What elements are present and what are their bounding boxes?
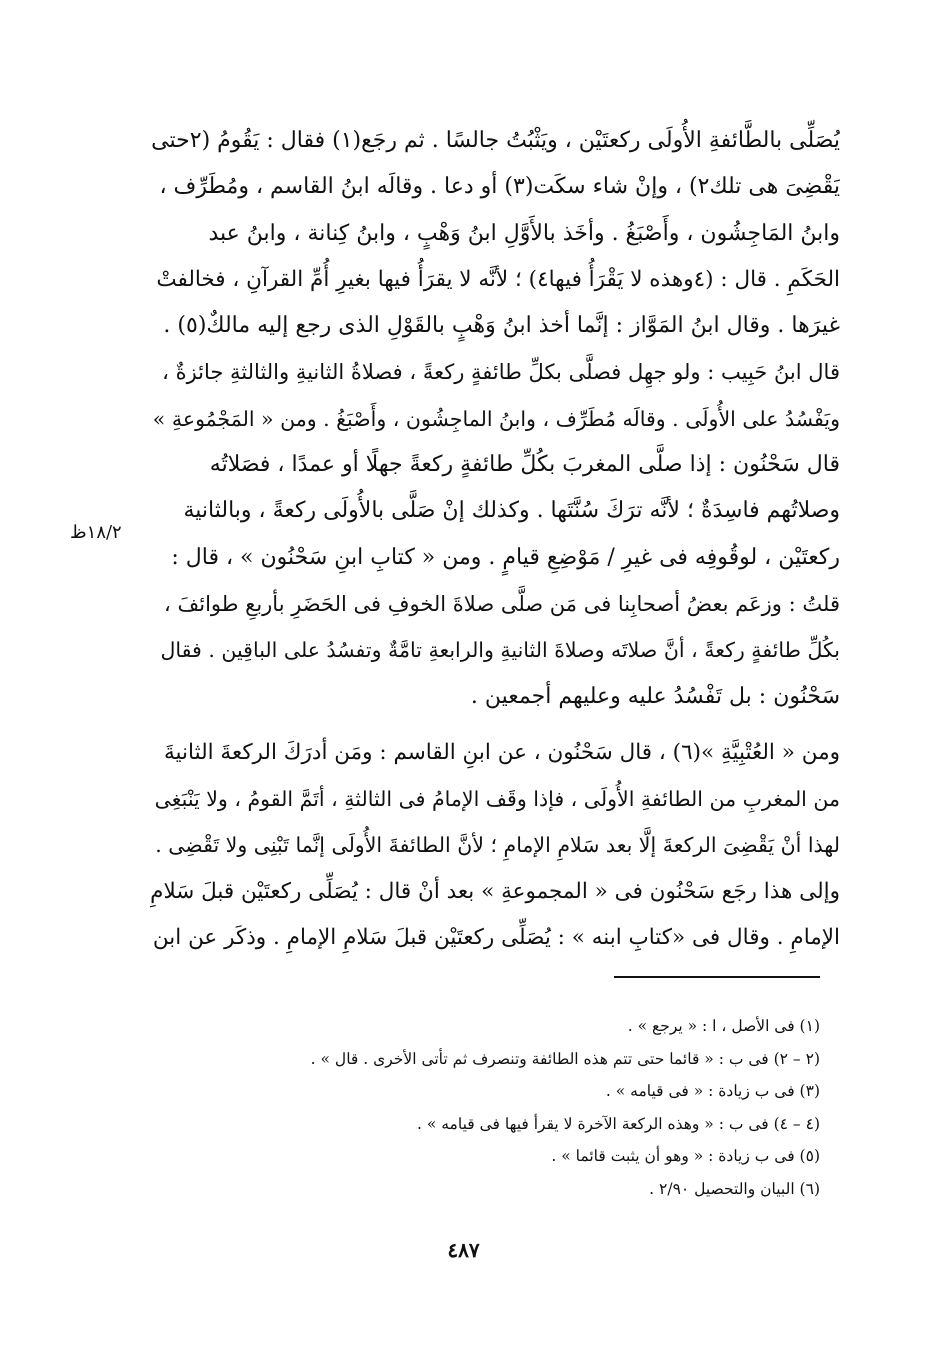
text-line: الحَكَمِ . قال : (٤وهذه لا يَقْرَأُ فيها٤) ؛ لأنَّه لا يقرَأُ فيها بغيرِ أُمِّ القرآنِ ، فخالفتْ	[156, 266, 840, 292]
footnote: (٤ – ٤) فى ب : « وهذه الركعة الآخرة لا يقرأ فيها فى قيامه » .	[416, 1114, 820, 1133]
manuscript-folio-marker: ١٨/٢ظ	[70, 522, 122, 543]
text-line: ومن « العُتْبِيَّةِ »(٦) ، قال سَحْنُون ، عن ابنِ القاسم : ومَن أدرَكَ الركعةَ الثانيةَ	[164, 739, 840, 765]
text-line: قلتُ : وزعَم بعضُ أصحابِنا فى مَن صلَّى صلاةَ الخوفِ فى الحَضَرِ بأربعِ طوائفَ ،	[164, 591, 840, 616]
text-line: يُصَلِّى بالطَّائفةِ الأُولَى ركعتَيْن ، ويَثْبُتُ جالسًا . ثم رجَع(١) فقال : يَقُومُ (٢حتى	[151, 128, 840, 153]
text-line: يَقْضِىَ هى تلك٢) ، وإنْ شاء سكَت(٣) أو دعا . وقالَه ابنُ القاسم ، ومُطَرِّف ،	[159, 174, 840, 200]
text-line: قال سَحْنُون : إذا صلَّى المغربَ بكُلِّ طائفةٍ ركعةً جهلًا أو عمدًا ، فصَلاتُه	[209, 452, 840, 478]
footnotes	[200, 1010, 820, 1205]
paragraph-1	[150, 118, 840, 720]
text-line: قال ابنُ حَبِيب : ولو جهِل فصلَّى بكلِّ طائفةٍ ركعةً ، فصلاةُ الثانيةِ والثالثةِ جائزةٌ ،	[162, 360, 840, 385]
text-line: ركعتَيْن ، لوقُوفِه فى غيرِ / مَوْضِعِ قيامٍ . ومن « كتابِ ابنِ سَحْنُون » ، قال :	[171, 544, 840, 570]
text-line: غيرَها . وقال ابنُ المَوَّاز : إنَّما أخذ ابنُ وَهْبٍ بالقَوْلِ الذى رجع إليه مالكٌ(٥) .	[163, 313, 840, 339]
text-line: وصلاتُهم فاسِدَةٌ ؛ لأنَّه ترَكَ سُنَّتَها . وكذلك إنْ صَلَّى بالأُولَى ركعةً ، وبالثانية	[183, 498, 840, 524]
footnote: (٦) البيان والتحصيل ٢/٩٠ .	[649, 1179, 820, 1198]
text-line: وإلى هذا رجَع سَحْنُون فى « المجموعةِ » بعد أنْ قال : يُصَلِّى ركعتَيْن قبلَ سَلامِ	[150, 878, 840, 904]
text-line: من المغربِ من الطائفةِ الأُولَى ، فإذا وقَف الإمامُ فى الثالثةِ ، أتَمَّ القومُ ، ولا يَنْبَغِى	[154, 787, 840, 812]
text-line: ويَفْسُدُ على الأُولَى . وقالَه مُطَرِّف ، وابنُ الماجِشُون ، وأَصْبَغُ . ومن « المَجْمُوعةِ »	[152, 406, 840, 431]
footnote: (٣) فى ب زيادة : « فى قيامه » .	[605, 1082, 820, 1100]
footnote: (١) فى الأصل ، ا : « يرجع » .	[627, 1017, 820, 1035]
footnote-divider	[614, 976, 820, 978]
paragraph-2	[150, 730, 840, 961]
footnote: (٥) فى ب زيادة : « وهو أن يثبت قائما » .	[551, 1147, 820, 1165]
main-text	[150, 118, 840, 961]
text-line: لهذا أنْ يَقْضِىَ الركعةَ إلَّا بعد سَلامِ الإمامِ ؛ لأنَّ الطائفةَ الأُولَى إنَّما تَبْنِى ولا تَقْضِى .	[155, 833, 840, 858]
page-number: ٤٨٧	[447, 1238, 480, 1262]
text-line: بكُلِّ طائفةٍ ركعةً ، أنَّ صلاتَه وصلاةَ الثانيةِ والرابعةِ تامَّةٌ وتفسُدُ على الباقِين . فقال	[160, 638, 840, 663]
text-line: سَحْنُون : بل تَفْسُدُ عليه وعليهم أجمعين .	[470, 683, 840, 709]
text-line: وابنُ المَاجِشُون ، وأَصْبَغُ . وأخَذ بالأَوَّلِ ابنُ وَهْبٍ ، وابنُ كِنانة ، وابنُ عبد	[208, 220, 840, 246]
text-line: الإمامِ . وقال فى «كتابِ ابنه » : يُصَلِّى ركعتَيْن قبلَ سَلامِ الإمامِ . وذكَر عن ابن	[152, 925, 840, 951]
footnote: (٢ – ٢) فى ب : « قائما حتى تتم هذه الطائفة وتنصرف ثم تأتى الأخرى . قال » .	[310, 1049, 820, 1068]
